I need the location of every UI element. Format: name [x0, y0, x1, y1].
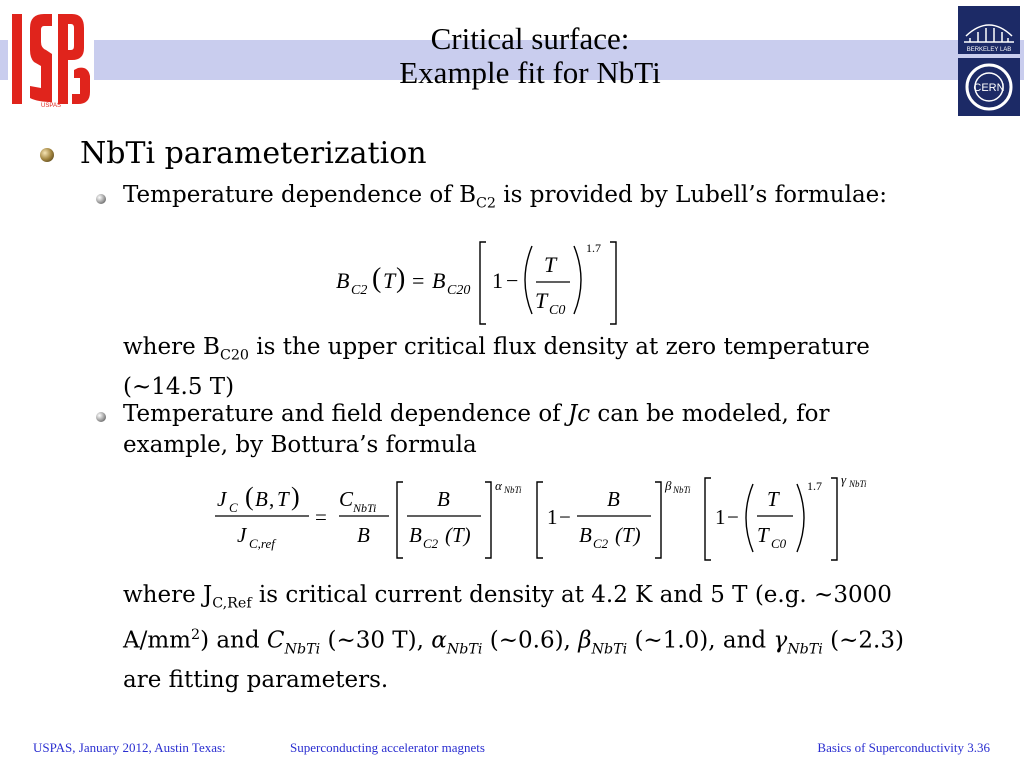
footer-left: USPAS, January 2012, Austin Texas: — [33, 740, 226, 755]
svg-text:γ: γ — [841, 472, 847, 487]
svg-text:−: − — [559, 505, 571, 529]
svg-text:−: − — [727, 505, 739, 529]
sub-bullet-icon — [96, 194, 106, 204]
svg-text:B: B — [409, 523, 422, 547]
svg-text:C: C — [229, 500, 238, 515]
svg-text:=: = — [412, 268, 425, 293]
svg-text:T: T — [544, 252, 557, 277]
svg-text:T: T — [535, 288, 548, 313]
svg-text:): ) — [396, 263, 406, 294]
svg-text:B: B — [357, 523, 370, 547]
svg-text:C20: C20 — [447, 283, 471, 298]
svg-text:B: B — [336, 268, 350, 293]
footer-right: Basics of Superconductivity 3.36 — [817, 740, 990, 755]
svg-text:T: T — [277, 487, 289, 511]
title-line-1: Critical surface: — [430, 21, 630, 56]
svg-text:NbTi: NbTi — [673, 485, 691, 495]
svg-text:J: J — [237, 523, 247, 547]
svg-text:1: 1 — [715, 505, 726, 529]
bullet-icon — [40, 148, 54, 162]
svg-text:C2: C2 — [423, 536, 439, 551]
svg-text:B: B — [579, 523, 592, 547]
footer-center: Superconducting accelerator magnets — [290, 740, 485, 755]
svg-text:(: ( — [245, 482, 254, 511]
svg-text:T: T — [767, 487, 779, 511]
svg-text:B: B — [255, 487, 268, 511]
svg-text:T: T — [757, 523, 769, 547]
svg-text:NbTi: NbTi — [353, 501, 377, 515]
svg-text:B: B — [432, 268, 446, 293]
bullet-lubell: Temperature dependence of $B_{C2}$ is provided by Lubell’s formulae: — [123, 182, 888, 212]
bottura-equation — [205, 470, 885, 570]
bc20-description: where $B_{C20}$ is the upper critical flux density at zero temperature (~14.5 T) — [123, 334, 870, 400]
svg-text:C0: C0 — [549, 303, 566, 318]
svg-text:1: 1 — [547, 505, 558, 529]
svg-text:B: B — [437, 487, 450, 511]
uspas-logo — [8, 8, 94, 110]
svg-text:β: β — [665, 478, 672, 493]
svg-text:=: = — [315, 505, 327, 529]
cern-logo-text: CERN — [973, 82, 1005, 94]
svg-text:): ) — [291, 482, 300, 511]
slide-title — [270, 22, 790, 90]
svg-text:C2: C2 — [593, 536, 609, 551]
svg-text:α: α — [495, 478, 502, 493]
svg-text:1.7: 1.7 — [586, 241, 601, 255]
svg-text:1: 1 — [492, 268, 503, 293]
svg-text:(T): (T) — [615, 523, 641, 547]
lab-logos — [958, 6, 1020, 116]
svg-text:NbTi: NbTi — [504, 485, 522, 495]
bullet-bottura: Temperature and field dependence of Jc can be modeled, for example, by Bottura’s formula — [123, 401, 830, 458]
berkeley-lab-text: BERKELEY LAB — [966, 47, 1012, 53]
svg-text:(T): (T) — [445, 523, 471, 547]
svg-text:J: J — [217, 487, 227, 511]
svg-text:C2: C2 — [351, 283, 368, 298]
svg-text:(: ( — [372, 263, 382, 294]
svg-text:C0: C0 — [771, 536, 787, 551]
svg-text:1.7: 1.7 — [807, 479, 822, 493]
fit-parameters-description: where $J_{C,Ref}$ is critical current density at 4.2 K and 5 T (e.g. ~3000 $A/mm^2$) and $C_{NbTi}$ (~30 T), $\alpha_{NbTi}$ (~0.6), $\beta_{NbTi}$ (~1.0), and $\gamma_{NbTi}$ (~2.3) are fitting parameters. — [123, 582, 904, 693]
svg-text:,: , — [269, 487, 275, 511]
lubell-equation — [330, 234, 630, 330]
svg-text:NbTi: NbTi — [849, 479, 867, 489]
sub-bullet-icon — [96, 412, 106, 422]
svg-text:B: B — [607, 487, 620, 511]
title-line-2: Example fit for NbTi — [399, 55, 661, 90]
uspas-logo-text: USPAS — [41, 103, 61, 109]
svg-text:T: T — [383, 268, 396, 293]
svg-text:C: C — [339, 487, 354, 511]
svg-text:−: − — [506, 268, 519, 293]
svg-text:C,ref: C,ref — [249, 536, 275, 551]
section-heading: NbTi parameterization — [80, 136, 427, 171]
